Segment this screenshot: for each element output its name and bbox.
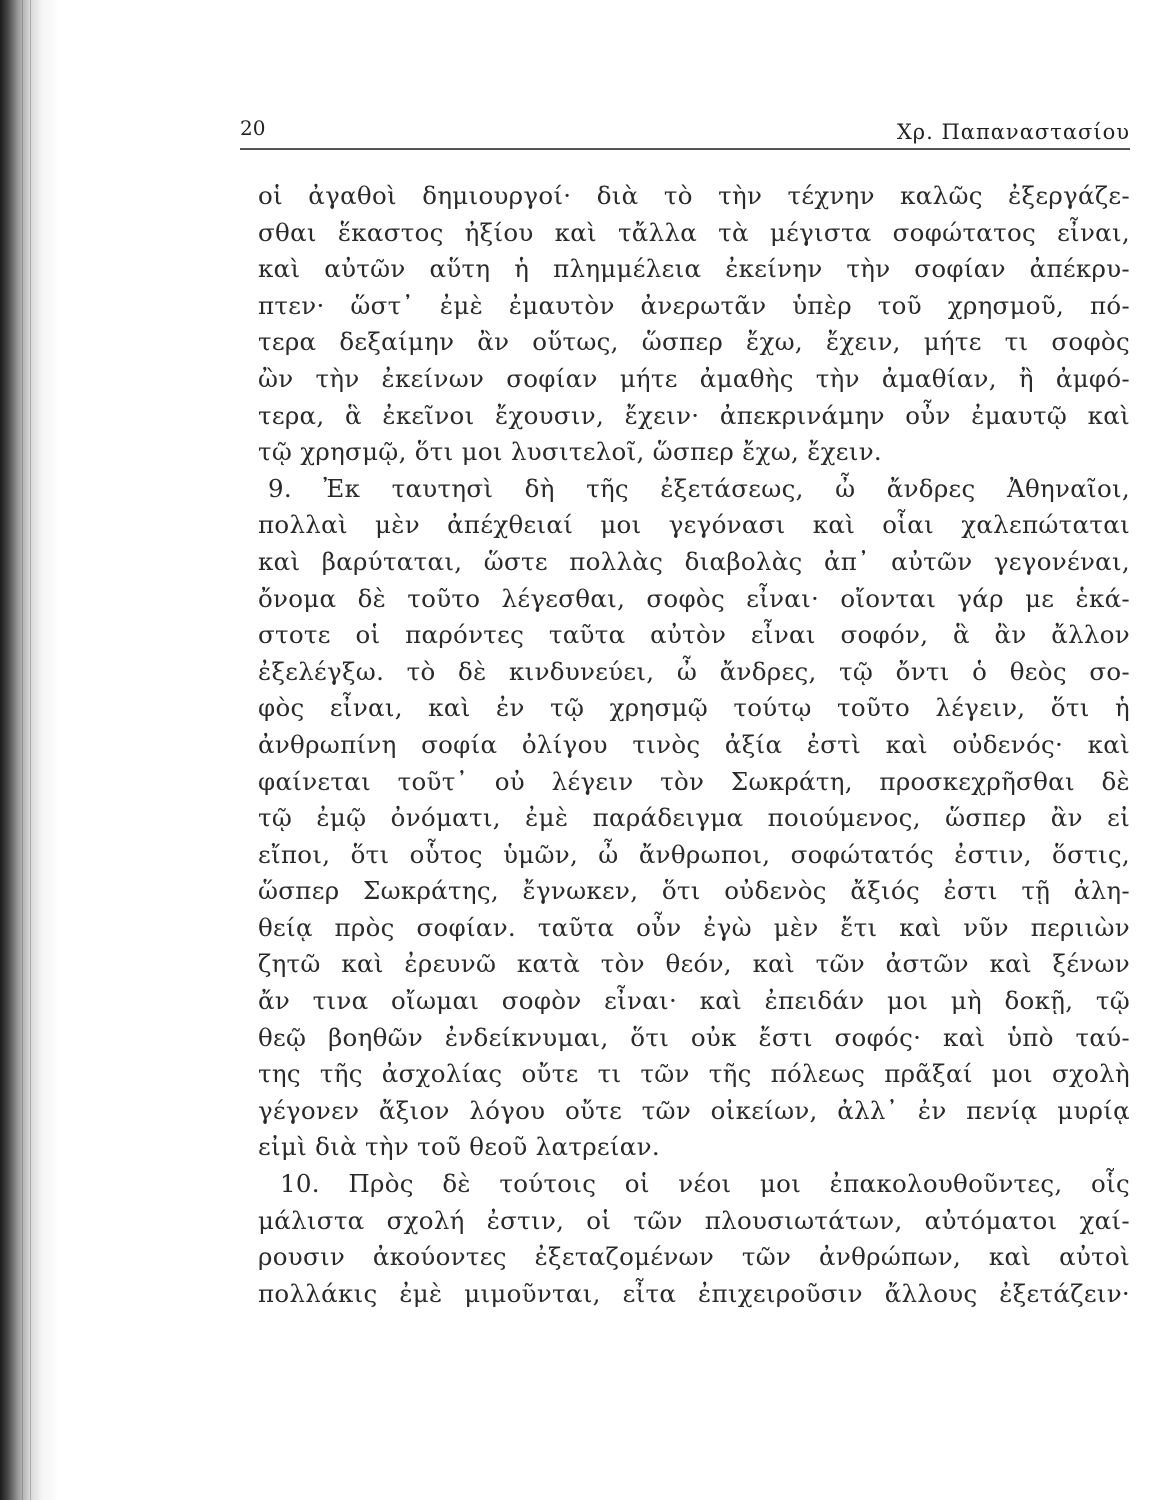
text-line: οἱ ἀγαθοὶ δημιουργοί· διὰ τὸ τὴν τέχνην καλῶς ἐξεργάζε-	[258, 181, 1130, 210]
body-text	[258, 178, 1130, 1312]
text-line: πτεν· ὥστ᾽ ἐμὲ ἐμαυτὸν ἀνερωτᾶν ὑπὲρ τοῦ χρησμοῦ, πό-	[258, 290, 1130, 320]
page-edge-line	[30, 0, 31, 1500]
text-line: θεῷ βοηθῶν ἐνδείκνυμαι, ὅτι οὐκ ἔστι σοφός· καὶ ὑπὸ ταύ-	[258, 1022, 1130, 1052]
text-line: της τῆς ἀσχολίας οὔτε τι τῶν τῆς πόλεως πρᾶξαί μοι σχολὴ	[258, 1059, 1130, 1089]
page-edge-line	[22, 0, 23, 1500]
text-line: θείᾳ πρὸς σοφίαν. ταῦτα οὖν ἐγὼ μὲν ἔτι καὶ νῦν περιιὼν	[258, 912, 1130, 942]
text-line: ἀνθρωπίνη σοφία ὀλίγου τινὸς ἀξία ἐστὶ καὶ οὐδενός· καὶ	[258, 729, 1130, 759]
running-head: Χρ. Παπαναστασίου	[896, 120, 1130, 144]
text-line: γέγονεν ἄξιον λόγου οὔτε τῶν οἰκείων, ἀλλ᾽ ἐν πενίᾳ μυρίᾳ	[258, 1095, 1130, 1125]
text-line: τερα δεξαίμην ἂν οὕτως, ὥσπερ ἔχω, ἔχειν, μήτε τι σοφὸς	[258, 327, 1130, 357]
text-line: ζητῶ καὶ ἐρευνῶ κατὰ τὸν θεόν, καὶ τῶν ἀστῶν καὶ ξένων	[258, 949, 1130, 979]
page-header	[240, 116, 1130, 150]
text-line: φὸς εἶναι, καὶ ἐν τῷ χρησμῷ τούτῳ τοῦτο λέγειν, ὅτι ἡ	[258, 693, 1130, 723]
page-number: 20	[240, 116, 266, 140]
text-line: ἄν τινα οἴωμαι σοφὸν εἶναι· καὶ ἐπειδάν μοι μὴ δοκῇ, τῷ	[258, 986, 1130, 1016]
text-line: μάλιστα σχολή ἐστιν, οἱ τῶν πλουσιωτάτων, αὐτόματοι χαί-	[258, 1205, 1130, 1235]
header-rule	[240, 148, 1130, 150]
text-line: τῷ χρησμῷ, ὅτι μοι λυσιτελοῖ, ὥσπερ ἔχω, ἔχειν.	[258, 437, 882, 467]
text-line: πολλάκις ἐμὲ μιμοῦνται, εἶτα ἐπιχειροῦσιν ἄλλους ἐξετάζειν·	[258, 1278, 1130, 1308]
page-edge-line	[14, 0, 15, 1500]
text-line: στοτε οἱ παρόντες ταῦτα αὐτὸν εἶναι σοφόν, ἃ ἂν ἄλλον	[258, 620, 1130, 650]
text-line: σθαι ἕκαστος ἠξίου καὶ τἄλλα τὰ μέγιστα σοφώτατος εἶναι,	[258, 217, 1130, 247]
text-line: ἐξελέγξω. τὸ δὲ κινδυνεύει, ὦ ἄνδρες, τῷ ὄντι ὁ θεὸς σο-	[258, 656, 1130, 686]
paragraph-start-line: 10. Πρὸς δὲ τούτοις οἱ νέοι μοι ἐπακολουθοῦντες, οἷς	[280, 1169, 1130, 1199]
text-line: τερα, ἃ ἐκεῖνοι ἔχουσιν, ἔχειν· ἀπεκρινάμην οὖν ἐμαυτῷ καὶ	[258, 400, 1130, 430]
text-line: εἰμὶ διὰ τὴν τοῦ θεοῦ λατρείαν.	[258, 1132, 660, 1162]
paragraph-start-line: 9. Ἐκ ταυτησὶ δὴ τῆς ἐξετάσεως, ὦ ἄνδρες Ἀθηναῖοι,	[268, 473, 1130, 503]
text-line: εἴποι, ὅτι οὗτος ὑμῶν, ὦ ἄνθρωποι, σοφώτατός ἐστιν, ὅστις,	[258, 839, 1130, 869]
text-line: φαίνεται τοῦτ᾽ οὐ λέγειν τὸν Σωκράτη, προσκεχρῆσθαι δὲ	[258, 766, 1130, 796]
text-line: ὥσπερ Σωκράτης, ἔγνωκεν, ὅτι οὐδενὸς ἄξιός ἐστι τῇ ἀλη-	[258, 876, 1130, 906]
text-line: ὢν τὴν ἐκείνων σοφίαν μήτε ἀμαθὴς τὴν ἀμαθίαν, ἢ ἀμφό-	[258, 363, 1130, 393]
text-line: ρουσιν ἀκούοντες ἐξεταζομένων τῶν ἀνθρώπων, καὶ αὐτοὶ	[258, 1242, 1130, 1272]
text-line: καὶ αὐτῶν αὕτη ἡ πλημμέλεια ἐκείνην τὴν σοφίαν ἀπέκρυ-	[258, 254, 1130, 284]
text-line: καὶ βαρύταται, ὥστε πολλὰς διαβολὰς ἀπ᾽ αὐτῶν γεγονέναι,	[258, 546, 1130, 576]
text-line: τῷ ἐμῷ ὀνόματι, ἐμὲ παράδειγμα ποιούμενος, ὥσπερ ἂν εἰ	[258, 803, 1130, 833]
text-line: πολλαὶ μὲν ἀπέχθειαί μοι γεγόνασι καὶ οἷαι χαλεπώταται	[258, 510, 1130, 540]
text-line: ὄνομα δὲ τοῦτο λέγεσθαι, σοφὸς εἶναι· οἴονται γάρ με ἑκά-	[258, 583, 1130, 613]
